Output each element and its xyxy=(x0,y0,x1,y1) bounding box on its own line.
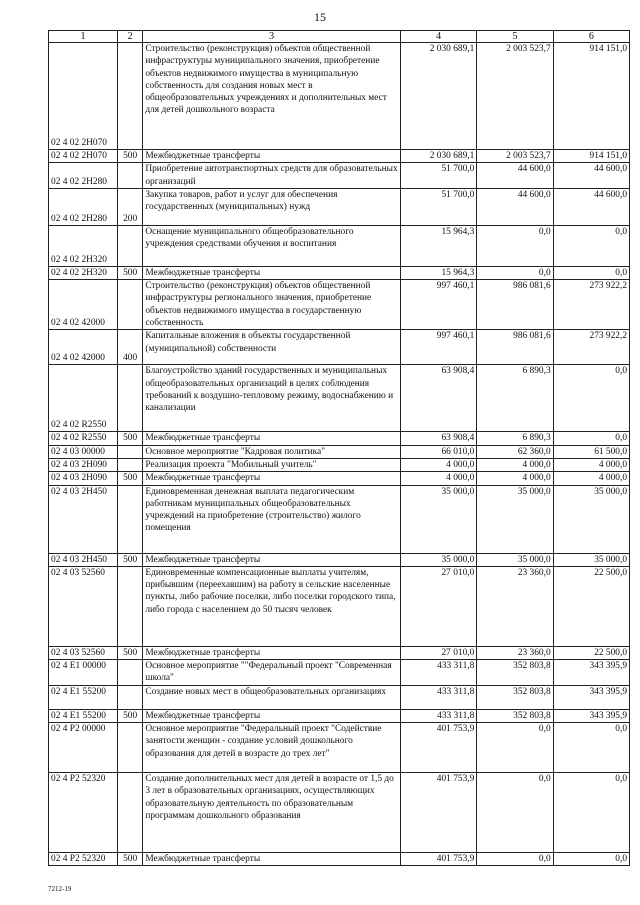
value-year1-cell: 4 000,0 xyxy=(400,472,476,485)
value-year2-cell: 35 000,0 xyxy=(477,485,553,553)
value-year3-cell: 0,0 xyxy=(553,266,629,279)
table-row xyxy=(49,458,630,471)
value-year1-cell: 433 311,8 xyxy=(400,709,476,722)
value-year1-cell: 997 460,1 xyxy=(400,280,476,330)
item-name-cell: Строительство (реконструкция) объектов общественной инфраструктуры регионального значения, приобретение объектов недвижимого имущества в государственную собственность xyxy=(143,280,401,330)
table-row xyxy=(49,646,630,659)
value-year1-cell: 4 000,0 xyxy=(400,458,476,471)
value-year3-cell: 273 922,2 xyxy=(553,280,629,330)
expense-type-cell xyxy=(117,660,142,686)
value-year1-cell: 997 460,1 xyxy=(400,330,476,365)
value-year2-cell: 0,0 xyxy=(477,853,553,866)
budget-code-cell: 02 4 P2 00000 xyxy=(49,723,118,773)
value-year2-cell: 0,0 xyxy=(477,773,553,853)
table-row xyxy=(49,225,630,266)
budget-code-cell: 02 4 02 2Н070 xyxy=(49,43,118,150)
value-year2-cell: 986 081,6 xyxy=(477,280,553,330)
table-row xyxy=(49,43,630,150)
item-name-cell: Благоустройство зданий государственных и муниципальных общеобразовательных организаций в целях соблюдения требований к воздушно-тепловому режиму, водоснабжению и канализации xyxy=(143,365,401,432)
budget-code-cell: 02 4 03 00000 xyxy=(49,445,118,458)
item-name-cell: Межбюджетные трансферты xyxy=(143,432,401,445)
value-year3-cell: 0,0 xyxy=(553,723,629,773)
value-year3-cell: 343 395,9 xyxy=(553,685,629,709)
table-row xyxy=(49,723,630,773)
value-year3-cell: 35 000,0 xyxy=(553,485,629,553)
value-year3-cell: 0,0 xyxy=(553,853,629,866)
expense-type-cell: 500 xyxy=(117,150,142,163)
expense-type-cell xyxy=(117,43,142,150)
expense-type-cell xyxy=(117,163,142,189)
expense-type-cell xyxy=(117,458,142,471)
table-row xyxy=(49,566,630,646)
expense-type-cell xyxy=(117,485,142,553)
value-year1-cell: 433 311,8 xyxy=(400,685,476,709)
table-row xyxy=(49,445,630,458)
value-year1-cell: 2 030 689,1 xyxy=(400,150,476,163)
value-year3-cell: 0,0 xyxy=(553,773,629,853)
budget-code-cell: 02 4 02 2Н320 xyxy=(49,225,118,266)
budget-code-cell: 02 4 E1 55200 xyxy=(49,685,118,709)
item-name-cell: Межбюджетные трансферты xyxy=(143,709,401,722)
value-year2-cell: 2 003 523,7 xyxy=(477,150,553,163)
expense-type-cell: 500 xyxy=(117,646,142,659)
item-name-cell: Единовременная денежная выплата педагогическим работникам муниципальных общеобразовательных учреждений на приобретение (строительство) жилого помещения xyxy=(143,485,401,553)
item-name-cell: Межбюджетные трансферты xyxy=(143,266,401,279)
value-year1-cell: 2 030 689,1 xyxy=(400,43,476,150)
table-row xyxy=(49,280,630,330)
value-year1-cell: 51 700,0 xyxy=(400,163,476,189)
table-row xyxy=(49,330,630,365)
budget-code-cell: 02 4 P2 52320 xyxy=(49,773,118,853)
value-year3-cell: 343 395,9 xyxy=(553,709,629,722)
table-row xyxy=(49,553,630,566)
header-cell: 4 xyxy=(400,31,476,43)
header-cell: 6 xyxy=(553,31,629,43)
value-year1-cell: 51 700,0 xyxy=(400,188,476,225)
item-name-cell: Единовременные компенсационные выплаты учителям, прибывшим (переехавшим) на работу в сельские населенные пункты, либо рабочие поселки, либо поселки городского типа, либо города с населением до 50 тысяч человек xyxy=(143,566,401,646)
value-year1-cell: 401 753,9 xyxy=(400,853,476,866)
expense-type-cell xyxy=(117,225,142,266)
expense-type-cell xyxy=(117,365,142,432)
value-year2-cell: 35 000,0 xyxy=(477,553,553,566)
item-name-cell: Межбюджетные трансферты xyxy=(143,853,401,866)
value-year1-cell: 15 964,3 xyxy=(400,225,476,266)
budget-code-cell: 02 4 02 2Н320 xyxy=(49,266,118,279)
table-row xyxy=(49,472,630,485)
value-year1-cell: 15 964,3 xyxy=(400,266,476,279)
budget-code-cell: 02 4 02 42000 xyxy=(49,330,118,365)
budget-code-cell: 02 4 E1 00000 xyxy=(49,660,118,686)
expense-type-cell: 500 xyxy=(117,853,142,866)
item-name-cell: Основное мероприятие ""Федеральный проект "Современная школа" xyxy=(143,660,401,686)
budget-code-cell: 02 4 02 2Н070 xyxy=(49,150,118,163)
value-year2-cell: 23 360,0 xyxy=(477,566,553,646)
expense-type-cell: 500 xyxy=(117,553,142,566)
value-year2-cell: 352 803,8 xyxy=(477,685,553,709)
value-year1-cell: 66 010,0 xyxy=(400,445,476,458)
header-cell: 3 xyxy=(143,31,401,43)
item-name-cell: Основное мероприятие "Федеральный проект "Содействие занятости женщин - создание условий дошкольного образования для детей в возрасте до трех лет" xyxy=(143,723,401,773)
value-year3-cell: 44 600,0 xyxy=(553,163,629,189)
budget-code-cell: 02 4 03 2Н450 xyxy=(49,485,118,553)
value-year2-cell: 4 000,0 xyxy=(477,458,553,471)
value-year3-cell: 0,0 xyxy=(553,432,629,445)
table-row xyxy=(49,485,630,553)
item-name-cell: Закупка товаров, работ и услуг для обеспечения государственных (муниципальных) нужд xyxy=(143,188,401,225)
budget-code-cell: 02 4 P2 52320 xyxy=(49,853,118,866)
budget-code-cell: 02 4 E1 55200 xyxy=(49,709,118,722)
expense-type-cell: 400 xyxy=(117,330,142,365)
item-name-cell: Капитальные вложения в объекты государственной (муниципальной) собственности xyxy=(143,330,401,365)
budget-code-cell: 02 4 02 42000 xyxy=(49,280,118,330)
value-year2-cell: 23 360,0 xyxy=(477,646,553,659)
budget-code-cell: 02 4 02 R2550 xyxy=(49,432,118,445)
value-year1-cell: 63 908,4 xyxy=(400,432,476,445)
expense-type-cell: 500 xyxy=(117,472,142,485)
budget-code-cell: 02 4 03 52560 xyxy=(49,646,118,659)
header-row xyxy=(49,31,630,43)
item-name-cell: Строительство (реконструкция) объектов общественной инфраструктуры муниципального значения, приобретение объектов недвижимого имущества в муниципальную собственность для создания новых мест в общеобразовательных учреждениях и дополнительных мест для детей дошкольного возраста xyxy=(143,43,401,150)
expense-type-cell: 200 xyxy=(117,188,142,225)
expense-type-cell: 500 xyxy=(117,709,142,722)
value-year3-cell: 4 000,0 xyxy=(553,458,629,471)
value-year1-cell: 27 010,0 xyxy=(400,646,476,659)
value-year2-cell: 986 081,6 xyxy=(477,330,553,365)
item-name-cell: Основное мероприятие "Кадровая политика" xyxy=(143,445,401,458)
expense-type-cell xyxy=(117,773,142,853)
item-name-cell: Межбюджетные трансферты xyxy=(143,472,401,485)
value-year2-cell: 0,0 xyxy=(477,266,553,279)
table-row xyxy=(49,365,630,432)
expense-type-cell: 500 xyxy=(117,266,142,279)
budget-code-cell: 02 4 02 2Н280 xyxy=(49,188,118,225)
table-row xyxy=(49,685,630,709)
value-year1-cell: 63 908,4 xyxy=(400,365,476,432)
item-name-cell: Межбюджетные трансферты xyxy=(143,150,401,163)
item-name-cell: Межбюджетные трансферты xyxy=(143,646,401,659)
item-name-cell: Создание новых мест в общеобразовательных организациях xyxy=(143,685,401,709)
expense-type-cell xyxy=(117,685,142,709)
value-year3-cell: 343 395,9 xyxy=(553,660,629,686)
value-year3-cell: 35 000,0 xyxy=(553,553,629,566)
value-year3-cell: 0,0 xyxy=(553,365,629,432)
value-year1-cell: 27 010,0 xyxy=(400,566,476,646)
value-year3-cell: 273 922,2 xyxy=(553,330,629,365)
budget-code-cell: 02 4 02 2Н280 xyxy=(49,163,118,189)
table-row xyxy=(49,660,630,686)
expense-type-cell: 500 xyxy=(117,432,142,445)
header-cell: 1 xyxy=(49,31,118,43)
value-year3-cell: 22 500,0 xyxy=(553,646,629,659)
header-cell: 2 xyxy=(117,31,142,43)
expense-type-cell xyxy=(117,445,142,458)
footer-code: 7212-19 xyxy=(48,885,72,893)
value-year2-cell: 0,0 xyxy=(477,723,553,773)
item-name-cell: Приобретение автотранспортных средств для образовательных организаций xyxy=(143,163,401,189)
value-year2-cell: 6 890,3 xyxy=(477,365,553,432)
value-year1-cell: 433 311,8 xyxy=(400,660,476,686)
value-year1-cell: 401 753,9 xyxy=(400,723,476,773)
value-year2-cell: 4 000,0 xyxy=(477,472,553,485)
value-year3-cell: 22 500,0 xyxy=(553,566,629,646)
value-year3-cell: 44 600,0 xyxy=(553,188,629,225)
budget-code-cell: 02 4 03 52560 xyxy=(49,566,118,646)
value-year3-cell: 914 151,0 xyxy=(553,150,629,163)
value-year2-cell: 44 600,0 xyxy=(477,163,553,189)
expense-type-cell xyxy=(117,566,142,646)
item-name-cell: Межбюджетные трансферты xyxy=(143,553,401,566)
table-row xyxy=(49,709,630,722)
expense-type-cell xyxy=(117,280,142,330)
item-name-cell: Создание дополнительных мест для детей в возрасте от 1,5 до 3 лет в образовательных организациях, осуществляющих образовательную деятельность по образовательным программам дошкольного образования xyxy=(143,773,401,853)
table-row xyxy=(49,266,630,279)
value-year2-cell: 2 003 523,7 xyxy=(477,43,553,150)
expense-type-cell xyxy=(117,723,142,773)
value-year2-cell: 44 600,0 xyxy=(477,188,553,225)
value-year3-cell: 0,0 xyxy=(553,225,629,266)
table-row xyxy=(49,150,630,163)
table-row xyxy=(49,853,630,866)
value-year2-cell: 352 803,8 xyxy=(477,709,553,722)
table-row xyxy=(49,163,630,189)
budget-code-cell: 02 4 03 2Н090 xyxy=(49,458,118,471)
table-row xyxy=(49,188,630,225)
budget-table xyxy=(48,30,630,866)
value-year3-cell: 4 000,0 xyxy=(553,472,629,485)
value-year1-cell: 35 000,0 xyxy=(400,485,476,553)
value-year3-cell: 61 500,0 xyxy=(553,445,629,458)
table-row xyxy=(49,432,630,445)
budget-code-cell: 02 4 02 R2550 xyxy=(49,365,118,432)
budget-code-cell: 02 4 03 2Н090 xyxy=(49,472,118,485)
item-name-cell: Оснащение муниципального общеобразовательного учреждения средствами обучения и воспитания xyxy=(143,225,401,266)
value-year1-cell: 35 000,0 xyxy=(400,553,476,566)
table-row xyxy=(49,773,630,853)
page-number: 15 xyxy=(314,10,326,24)
value-year3-cell: 914 151,0 xyxy=(553,43,629,150)
value-year2-cell: 62 360,0 xyxy=(477,445,553,458)
value-year1-cell: 401 753,9 xyxy=(400,773,476,853)
item-name-cell: Реализация проекта "Мобильный учитель" xyxy=(143,458,401,471)
budget-code-cell: 02 4 03 2Н450 xyxy=(49,553,118,566)
value-year2-cell: 0,0 xyxy=(477,225,553,266)
value-year2-cell: 352 803,8 xyxy=(477,660,553,686)
header-cell: 5 xyxy=(477,31,553,43)
value-year2-cell: 6 890,3 xyxy=(477,432,553,445)
